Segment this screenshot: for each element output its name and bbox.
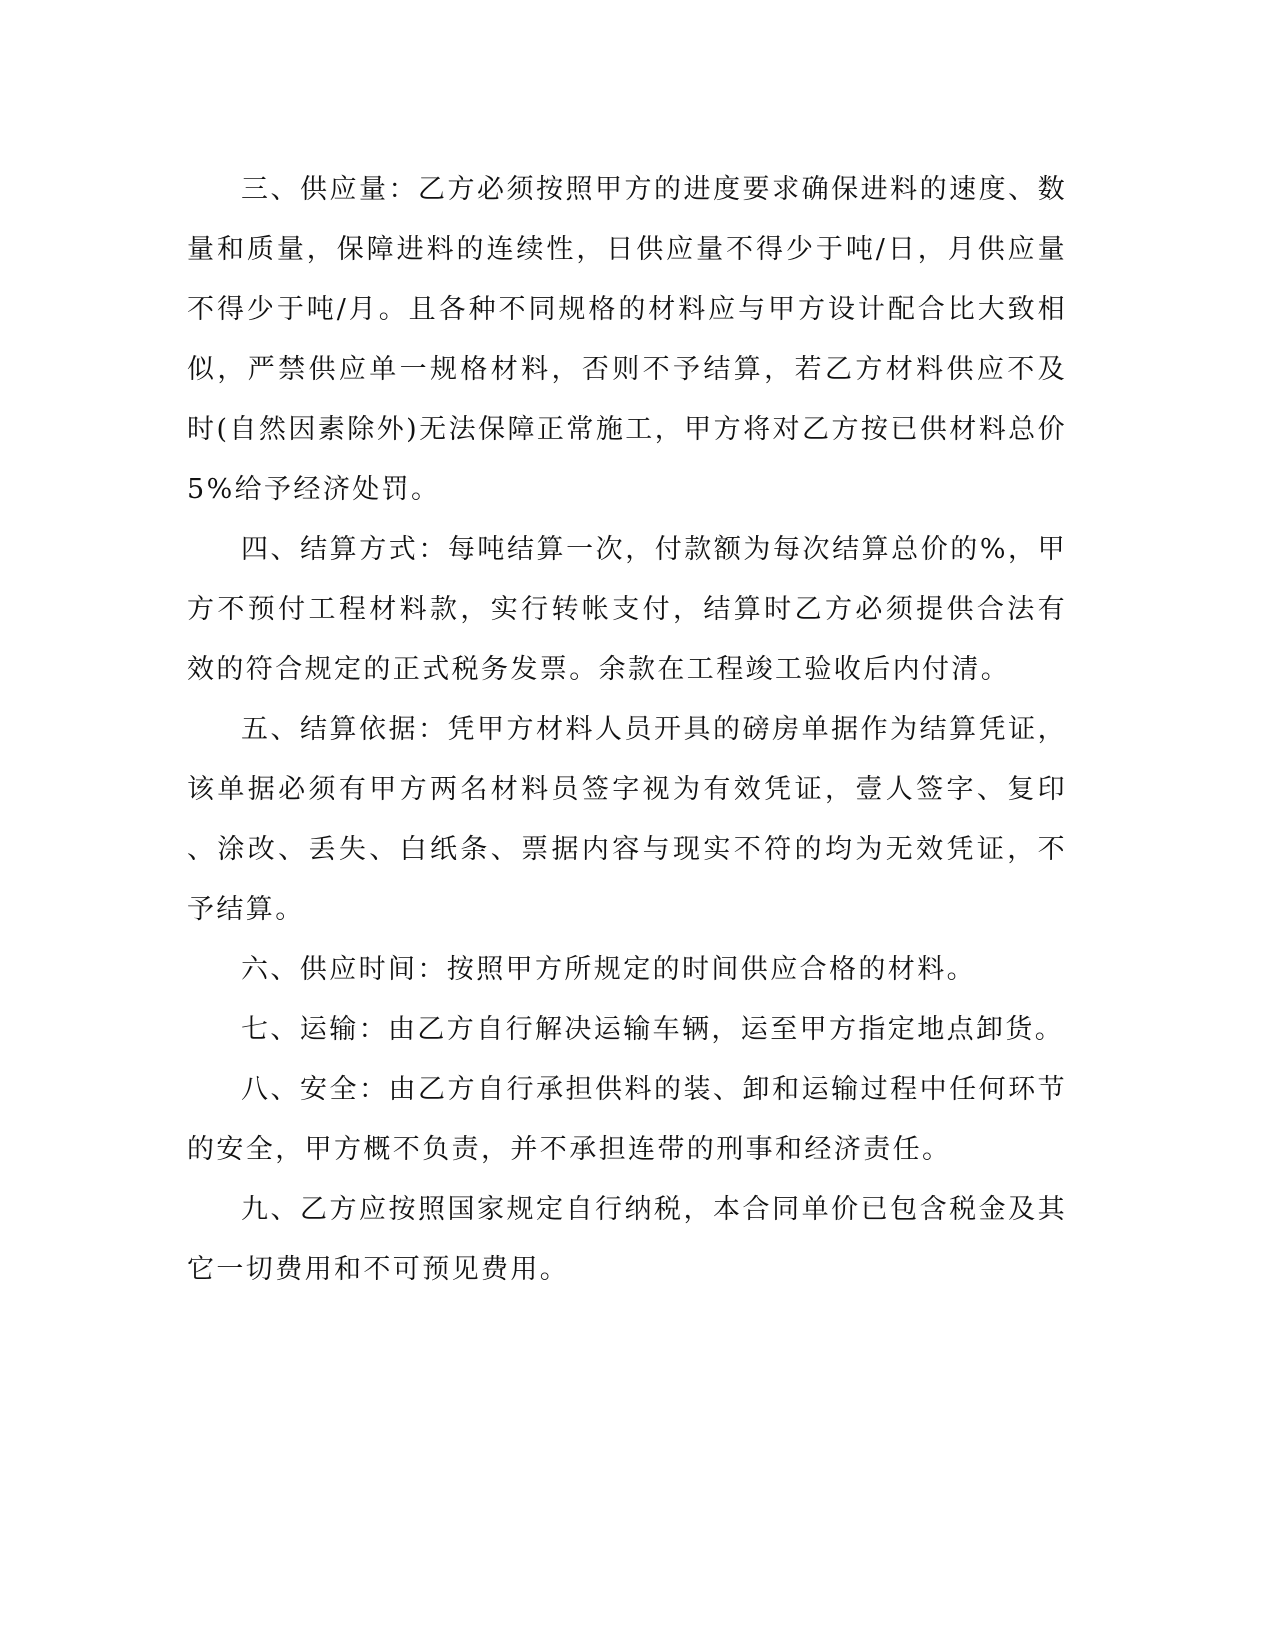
clause-5-settlement-basis: 五、结算依据：凭甲方材料人员开具的磅房单据作为结算凭证，该单据必须有甲方两名材料员签字视为有效凭证，壹人签字、复印、涂改、丢失、白纸条、票据内容与现实不符的均为无效凭证，不予结算。 xyxy=(187,714,1067,925)
clause-4-settlement-method: 四、结算方式：每吨结算一次，付款额为每次结算总价的%，甲方不预付工程材料款，实行转帐支付，结算时乙方必须提供合法有效的符合规定的正式税务发票。余款在工程竣工验收后内付清。 xyxy=(187,534,1067,685)
clause-9-tax: 九、乙方应按照国家规定自行纳税，本合同单价已包含税金及其它一切费用和不可预见费用。 xyxy=(187,1194,1067,1285)
document-body xyxy=(187,160,1067,1300)
clause-3-supply-quantity: 三、供应量：乙方必须按照甲方的进度要求确保进料的速度、数量和质量，保障进料的连续性，日供应量不得少于吨/日，月供应量不得少于吨/月。且各种不同规格的材料应与甲方设计配合比大致相似，严禁供应单一规格材料，否则不予结算，若乙方材料供应不及时(自然因素除外)无法保障正常施工，甲方将对乙方按已供材料总价 5%给予经济处罚。 xyxy=(187,174,1067,505)
clause-7-transport: 七、运输：由乙方自行解决运输车辆，运至甲方指定地点卸货。 xyxy=(241,1014,1065,1045)
clause-6-supply-time: 六、供应时间：按照甲方所规定的时间供应合格的材料。 xyxy=(241,954,976,985)
clause-8-safety: 八、安全：由乙方自行承担供料的装、卸和运输过程中任何环节的安全，甲方概不负责，并不承担连带的刑事和经济责任。 xyxy=(187,1074,1067,1165)
